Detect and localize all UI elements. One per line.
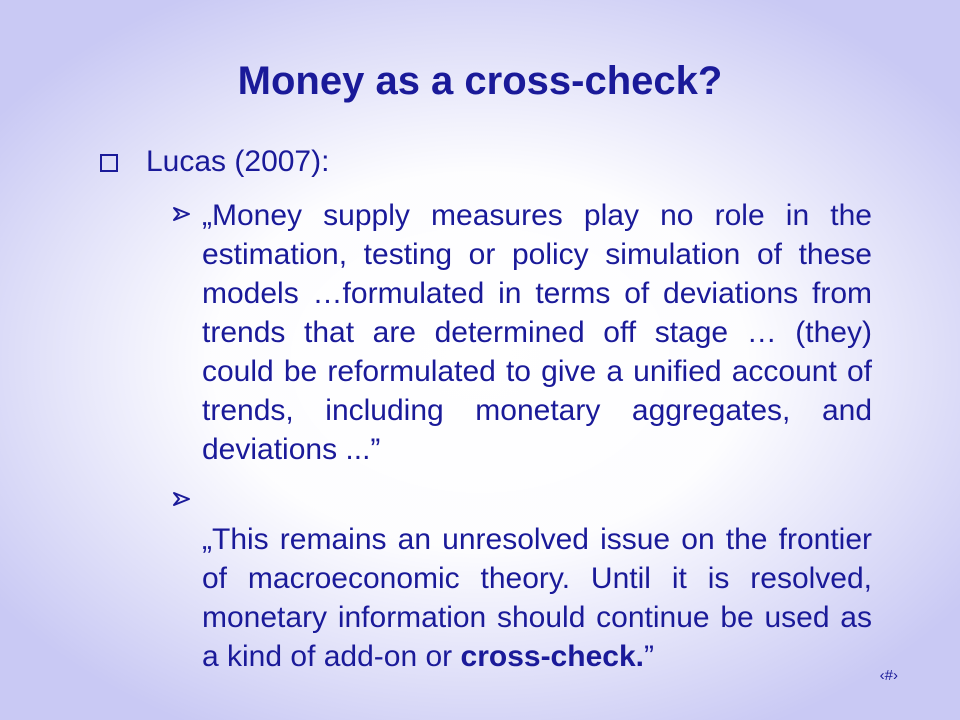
page-number: ‹#› [879, 667, 898, 684]
sub-bullet-text [202, 481, 872, 676]
main-bullet [100, 144, 329, 180]
main-bullet-text: Lucas (2007): [146, 145, 330, 178]
sub-bullet-text-part: ” [643, 640, 654, 673]
arrow-icon [172, 489, 192, 509]
sub-bullet-text-part: „This remains an unresolved issue on the frontier of macroeconomic theory. Until it is resolved, monetary information should continue be used as a kind of add-on or [202, 523, 872, 673]
sub-bullet-list [172, 196, 872, 688]
slide-title: Money as a cross-check? [237, 59, 723, 103]
sub-bullet-text: „Money supply measures play no role in the estimation, testing or policy simulation of these models …formulated in terms of deviations from trends that are determined off stage … (they) could be reformulated to give a unified account of trends, including monetary aggregates, and deviations ...” [202, 199, 872, 466]
sub-bullet-item [172, 481, 872, 676]
sub-bullet-item [172, 196, 872, 469]
checkbox-icon [100, 154, 118, 172]
arrow-icon [172, 204, 192, 224]
sub-bullet-bold-text: cross-check. [460, 640, 644, 673]
